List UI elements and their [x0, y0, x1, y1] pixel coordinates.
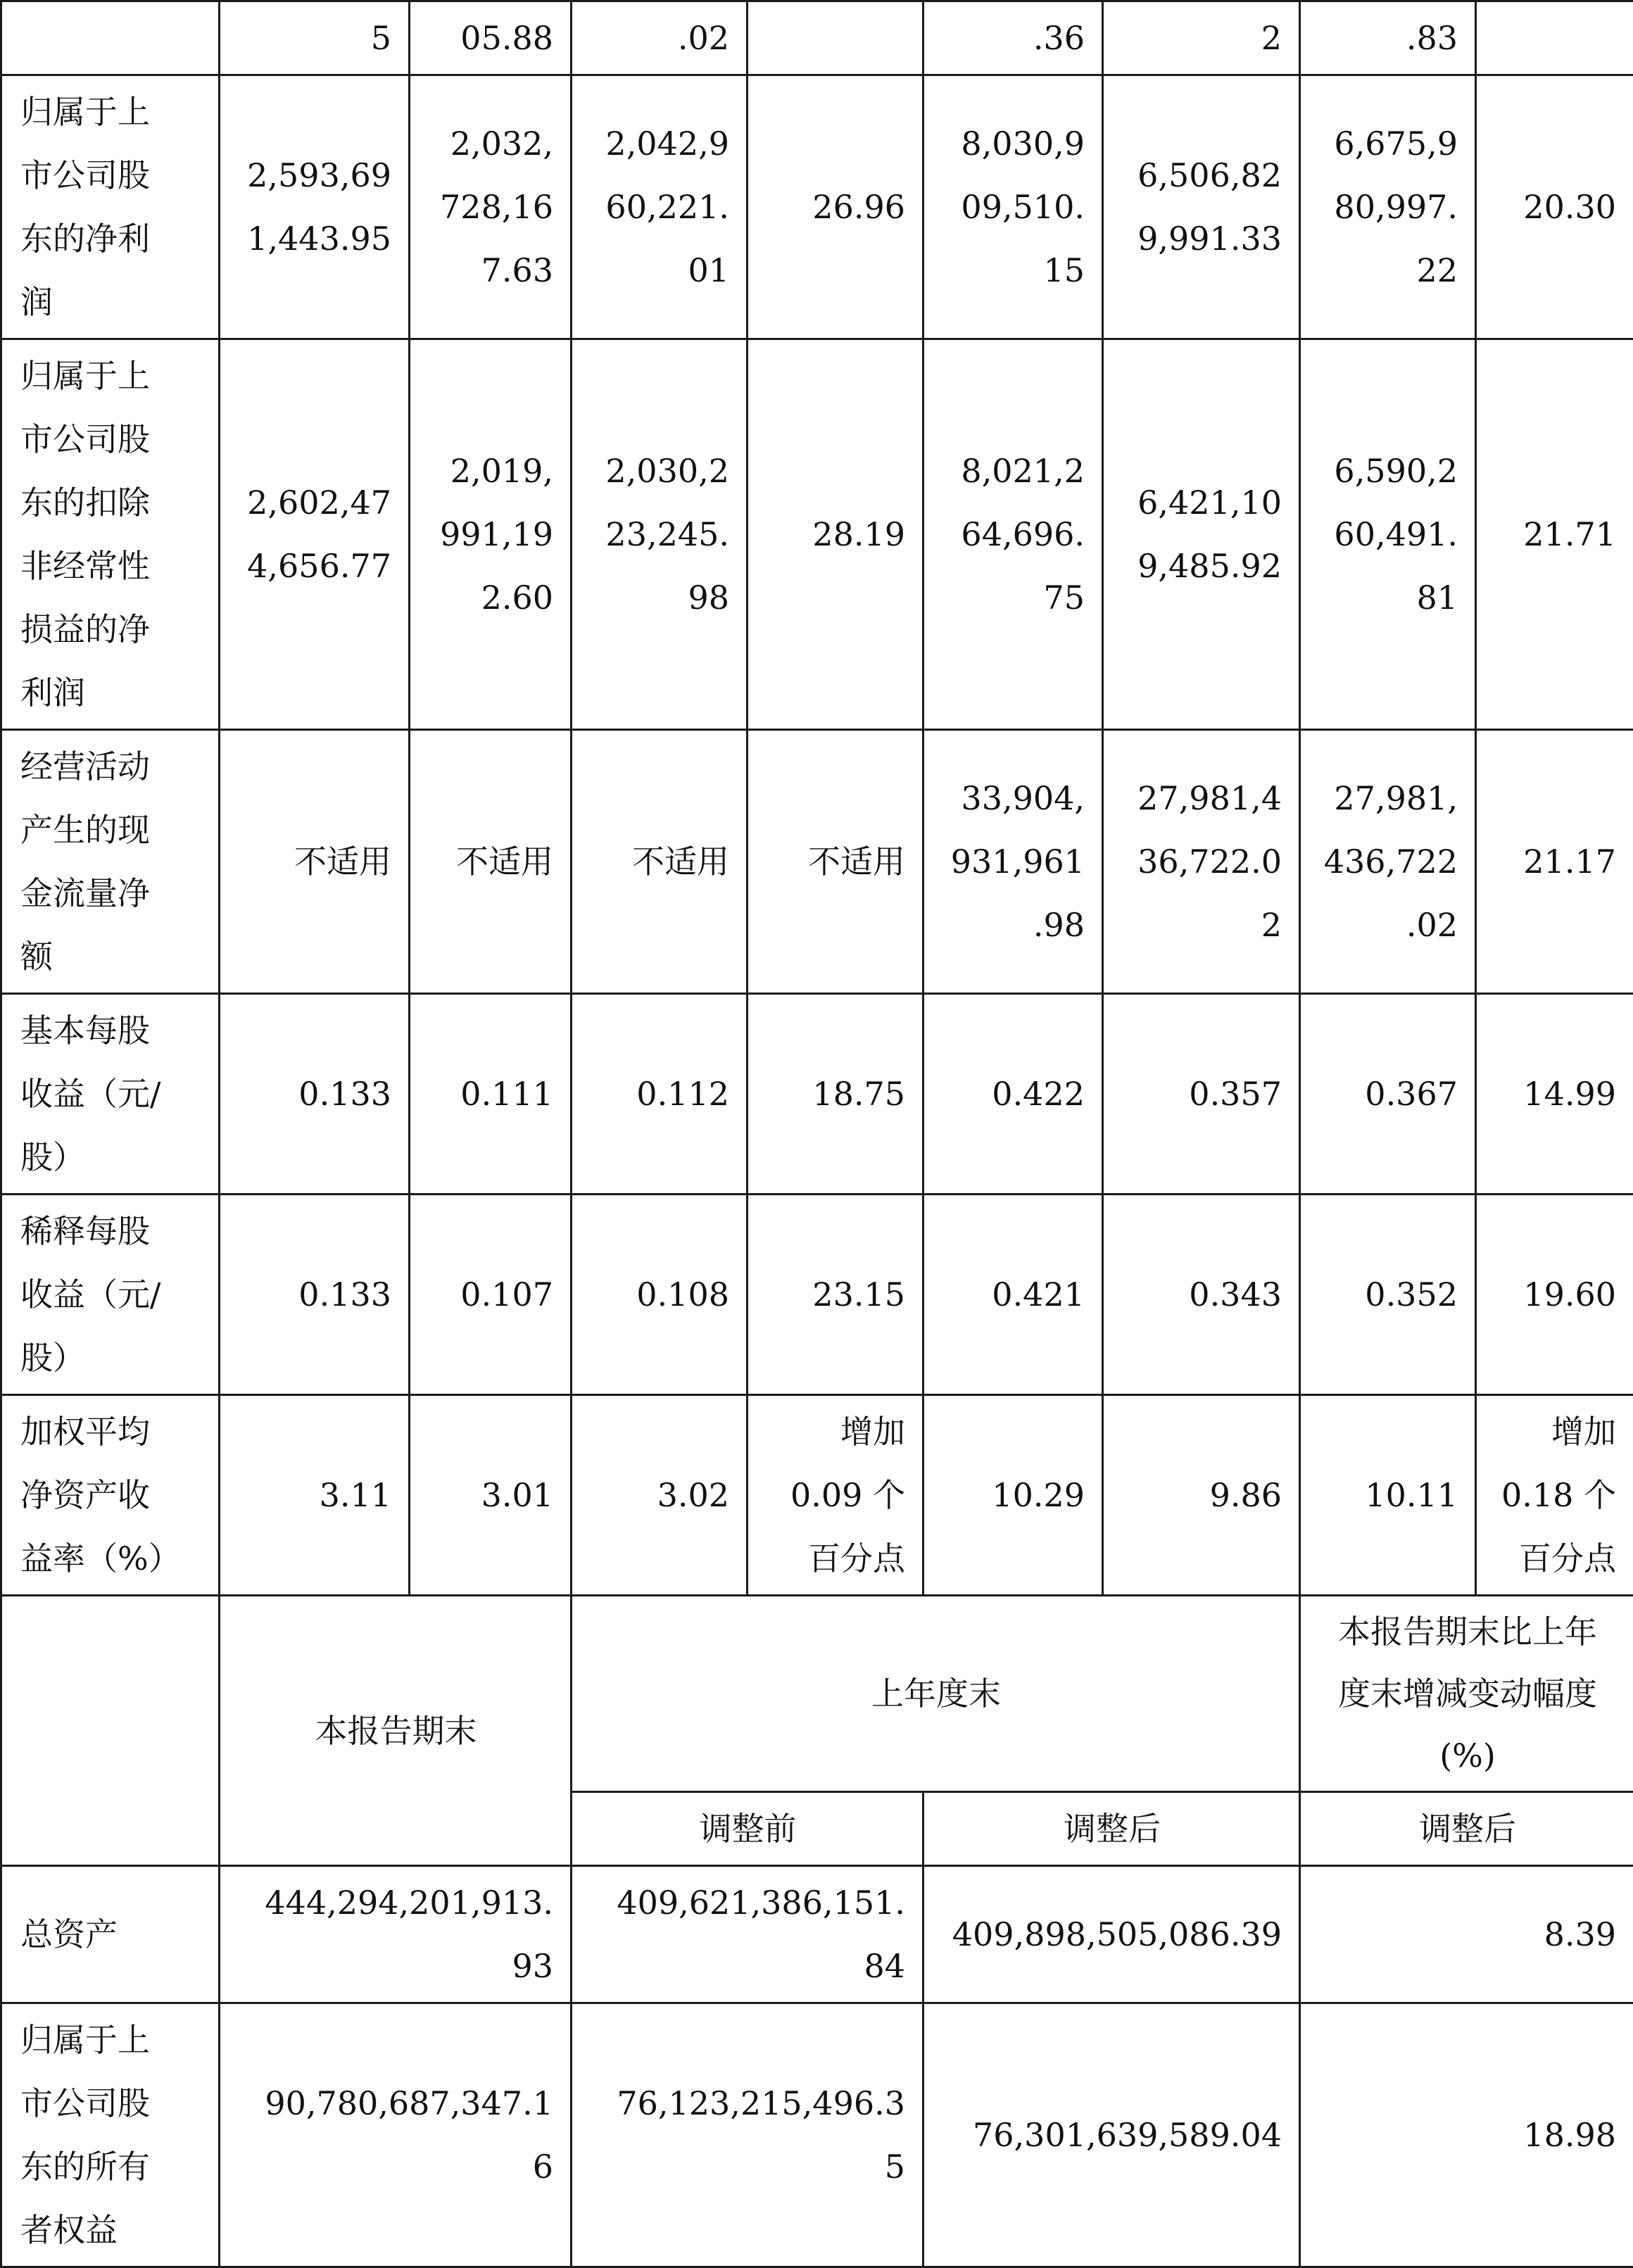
header-after-adjust: 调整后 — [923, 1792, 1300, 1866]
table-cell: 0.107 — [410, 1195, 572, 1395]
table-cell: 76,123,215,496.3 5 — [572, 2003, 923, 2267]
table-cell: 14.99 — [1476, 994, 1633, 1195]
table-cell — [1, 1, 220, 75]
table-row — [1, 339, 1633, 730]
table-cell: 2,019, 991,19 2.60 — [410, 339, 572, 730]
table-cell: 18.98 — [1300, 2003, 1633, 2267]
table-cell: 0.108 — [572, 1195, 748, 1395]
table-cell: 27,981, 436,722 .02 — [1300, 730, 1476, 994]
table-cell: 409,898,505,086.39 — [923, 1866, 1300, 2003]
table-cell: 6,421,10 9,485.92 — [1103, 339, 1300, 730]
header-last-year-end: 上年度末 — [572, 1596, 1300, 1792]
table-cell: 6,506,82 9,991.33 — [1103, 75, 1300, 339]
table-cell: 0.133 — [220, 1195, 410, 1395]
row-label-net-profit: 归属于上 市公司股 东的净利 润 — [1, 75, 220, 339]
table-cell: 6,590,2 60,491. 81 — [1300, 339, 1476, 730]
header-current-period-end: 本报告期末 — [220, 1596, 572, 1866]
table-cell: 26.96 — [748, 75, 923, 339]
table-cell: 27,981,4 36,722.0 2 — [1103, 730, 1300, 994]
table-cell: 3.11 — [220, 1395, 410, 1596]
row-label-net-profit-deducted: 归属于上 市公司股 东的扣除 非经常性 损益的净 利润 — [1, 339, 220, 730]
table-cell: 6,675,9 80,997. 22 — [1300, 75, 1476, 339]
table-row — [1, 1195, 1633, 1395]
row-label-basic-eps: 基本每股 收益（元/ 股） — [1, 994, 220, 1195]
row-label-operating-cash-flow: 经营活动 产生的现 金流量净 额 — [1, 730, 220, 994]
table-cell: 444,294,201,913. 93 — [220, 1866, 572, 2003]
table-cell: 0.111 — [410, 994, 572, 1195]
table-cell — [1476, 1, 1633, 75]
table-cell: 9.86 — [1103, 1395, 1300, 1596]
table-cell: 增加 0.09 个 百分点 — [748, 1395, 923, 1596]
table-row — [1, 75, 1633, 339]
table-cell: 90,780,687,347.1 6 — [220, 2003, 572, 2267]
table-cell: 20.30 — [1476, 75, 1633, 339]
table-row — [1, 1, 1633, 75]
table-cell: 2,042,9 60,221. 01 — [572, 75, 748, 339]
row-label-total-assets: 总资产 — [1, 1866, 220, 2003]
table-cell: 2,030,2 23,245. 98 — [572, 339, 748, 730]
table-cell: 不适用 — [220, 730, 410, 994]
table-row — [1, 2003, 1633, 2267]
table-cell: 28.19 — [748, 339, 923, 730]
table-cell: .83 — [1300, 1, 1476, 75]
row-label-diluted-eps: 稀释每股 收益（元/ 股） — [1, 1195, 220, 1395]
header-empty-cell — [1, 1596, 220, 1866]
table-cell — [748, 1, 923, 75]
table-cell: 05.88 — [410, 1, 572, 75]
table-cell: 2 — [1103, 1, 1300, 75]
table-cell: 0.421 — [923, 1195, 1103, 1395]
table-cell: 0.133 — [220, 994, 410, 1195]
table-cell: 不适用 — [572, 730, 748, 994]
table-cell: 18.75 — [748, 994, 923, 1195]
table-cell: 0.422 — [923, 994, 1103, 1195]
table-cell: 0.112 — [572, 994, 748, 1195]
table-cell: 2,602,47 4,656.77 — [220, 339, 410, 730]
table-cell: 8.39 — [1300, 1866, 1633, 2003]
table-row — [1, 730, 1633, 994]
table-cell: 409,621,386,151. 84 — [572, 1866, 923, 2003]
header-change-ratio: 本报告期末比上年 度末增减变动幅度 (%) — [1300, 1596, 1633, 1792]
table-cell: 21.71 — [1476, 339, 1633, 730]
table-cell: 8,021,2 64,696. 75 — [923, 339, 1103, 730]
table-cell: .36 — [923, 1, 1103, 75]
table-row — [1, 1866, 1633, 2003]
table-cell: 2,032, 728,16 7.63 — [410, 75, 572, 339]
header-before-adjust: 调整前 — [572, 1792, 923, 1866]
table-cell: 21.17 — [1476, 730, 1633, 994]
table-header-row — [1, 1596, 1633, 1792]
table-row — [1, 994, 1633, 1195]
table-cell: 0.367 — [1300, 994, 1476, 1195]
table-cell: 19.60 — [1476, 1195, 1633, 1395]
table-cell: 23.15 — [748, 1195, 923, 1395]
table-cell: 3.01 — [410, 1395, 572, 1596]
table-cell: 0.357 — [1103, 994, 1300, 1195]
table-cell: 2,593,69 1,443.95 — [220, 75, 410, 339]
table-row — [1, 1395, 1633, 1596]
table-cell: 不适用 — [748, 730, 923, 994]
table-cell: 10.29 — [923, 1395, 1103, 1596]
table-cell: 不适用 — [410, 730, 572, 994]
row-label-owners-equity: 归属于上 市公司股 东的所有 者权益 — [1, 2003, 220, 2267]
table-cell: 5 — [220, 1, 410, 75]
table-cell: 增加 0.18 个 百分点 — [1476, 1395, 1633, 1596]
table-cell: 0.352 — [1300, 1195, 1476, 1395]
table-cell: 0.343 — [1103, 1195, 1300, 1395]
table-cell: 33,904, 931,961 .98 — [923, 730, 1103, 994]
table-cell: .02 — [572, 1, 748, 75]
table-cell: 3.02 — [572, 1395, 748, 1596]
header-after-adjust-change: 调整后 — [1300, 1792, 1633, 1866]
table-cell: 10.11 — [1300, 1395, 1476, 1596]
table-cell: 8,030,9 09,510. 15 — [923, 75, 1103, 339]
table-cell: 76,301,639,589.04 — [923, 2003, 1300, 2267]
row-label-weighted-roe: 加权平均 净资产收 益率（%） — [1, 1395, 220, 1596]
